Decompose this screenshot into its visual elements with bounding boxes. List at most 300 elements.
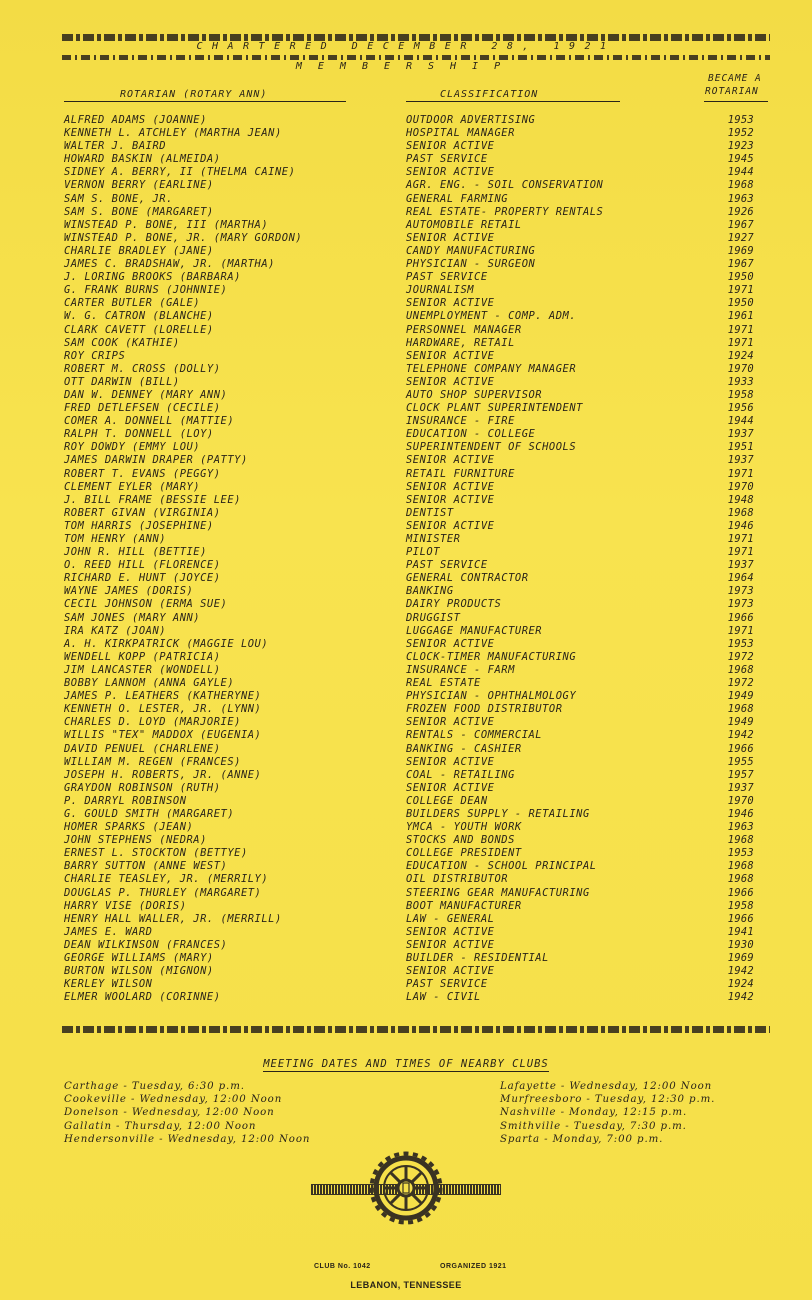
member-name: ELMER WOOLARD (CORINNE) — [64, 991, 221, 1004]
member-classification: DAIRY PRODUCTS — [406, 598, 502, 611]
member-year: 1942 — [727, 729, 754, 742]
member-name: FRED DETLEFSEN (CECILE) — [64, 402, 221, 415]
member-classification: INSURANCE - FIRE — [406, 415, 515, 428]
member-year: 1956 — [727, 402, 754, 415]
member-year: 1966 — [727, 611, 754, 624]
member-name: BURTON WILSON (MIGNON) — [64, 965, 214, 978]
meeting-entry: Nashville - Monday, 12:15 p.m. — [500, 1107, 688, 1119]
rotary-wheel-icon — [368, 1150, 444, 1226]
member-classification: SENIOR ACTIVE — [406, 493, 495, 506]
member-classification: SENIOR ACTIVE — [406, 375, 495, 388]
member-classification: HARDWARE, RETAIL — [406, 336, 515, 349]
member-classification: MINISTER — [406, 533, 461, 545]
member-name: IRA KATZ (JOAN) — [64, 624, 167, 637]
member-classification: TELEPHONE COMPANY MANAGER — [406, 362, 577, 375]
member-classification: SENIOR ACTIVE — [406, 166, 495, 179]
table-row — [0, 324, 812, 337]
member-year: 1926 — [727, 205, 754, 218]
table-row — [0, 664, 812, 677]
table-row — [0, 703, 812, 716]
member-year: 1949 — [727, 690, 754, 703]
header-underline-year — [704, 101, 768, 102]
member-name: G. GOULD SMITH (MARGARET) — [64, 807, 235, 820]
member-classification: SENIOR ACTIVE — [406, 231, 495, 244]
member-classification: AUTO SHOP SUPERVISOR — [406, 388, 543, 401]
member-name: JAMES P. LEATHERS (KATHERYNE) — [64, 690, 262, 703]
member-name: G. FRANK BURNS (JOHNNIE) — [64, 284, 228, 297]
member-name: WENDELL KOPP (PATRICIA) — [64, 650, 221, 663]
meeting-entry: Gallatin - Thursday, 12:00 Noon — [64, 1120, 257, 1132]
member-classification: PAST SERVICE — [406, 271, 488, 284]
member-name: ALFRED ADAMS (JOANNE) — [64, 114, 207, 126]
meeting-entry: Hendersonville - Wednesday, 12:00 Noon — [64, 1133, 311, 1145]
member-name: GRAYDON ROBINSON (RUTH) — [64, 781, 221, 794]
organized-year: ORGANIZED 1921 — [440, 1263, 507, 1270]
member-classification: STEERING GEAR MANUFACTURING — [406, 886, 590, 899]
table-row — [0, 965, 812, 978]
member-name: KENNETH L. ATCHLEY (MARTHA JEAN) — [64, 127, 282, 140]
column-header-rotarian: ROTARIAN (ROTARY ANN) — [120, 89, 268, 100]
column-header-became-line2: ROTARIAN — [705, 86, 759, 97]
member-name: A. H. KIRKPATRICK (MAGGIE LOU) — [64, 637, 269, 650]
member-classification: SENIOR ACTIVE — [406, 140, 495, 153]
rotary-emblem — [311, 1150, 501, 1232]
meeting-entry: Lafayette - Wednesday, 12:00 Noon — [500, 1081, 713, 1092]
member-year: 1953 — [727, 637, 754, 650]
member-year: 1969 — [727, 952, 754, 964]
table-row — [0, 782, 812, 795]
member-year: 1953 — [727, 847, 754, 860]
member-classification: HOSPITAL MANAGER — [406, 127, 515, 140]
member-name: SAM JONES (MARY ANN) — [64, 611, 201, 624]
member-year: 1946 — [727, 807, 754, 820]
member-name: P. DARRYL ROBINSON — [64, 794, 187, 807]
table-row — [0, 952, 812, 965]
member-year: 1953 — [727, 114, 754, 126]
member-year: 1966 — [727, 742, 754, 755]
member-name: KENNETH O. LESTER, JR. (LYNN) — [64, 703, 262, 716]
table-row — [0, 507, 812, 520]
table-row — [0, 638, 812, 651]
table-row — [0, 847, 812, 860]
member-classification: INSURANCE - FARM — [406, 663, 515, 676]
header-underline-rotarian — [64, 101, 346, 102]
member-classification: PERSONNEL MANAGER — [406, 323, 522, 336]
member-year: 1958 — [727, 899, 754, 912]
member-year: 1957 — [727, 768, 754, 781]
member-year: 1923 — [727, 140, 754, 153]
member-year: 1966 — [727, 912, 754, 925]
table-row — [0, 310, 812, 323]
member-year: 1973 — [727, 585, 754, 598]
table-row — [0, 625, 812, 638]
member-classification: PHYSICIAN - SURGEON — [406, 258, 536, 271]
table-row — [0, 415, 812, 428]
member-name: SIDNEY A. BERRY, II (THELMA CAINE) — [64, 166, 296, 179]
member-name: GEORGE WILLIAMS (MARY) — [64, 952, 214, 964]
table-row — [0, 179, 812, 192]
member-name: BARRY SUTTON (ANNE WEST) — [64, 860, 228, 873]
member-year: 1930 — [727, 938, 754, 951]
table-row — [0, 729, 812, 742]
table-row — [0, 900, 812, 913]
meeting-entry: Cookeville - Wednesday, 12:00 Noon — [64, 1094, 283, 1106]
member-classification: SUPERINTENDENT OF SCHOOLS — [406, 441, 577, 454]
table-row — [0, 913, 812, 926]
table-row — [0, 795, 812, 808]
member-year: 1937 — [727, 559, 754, 572]
meeting-entry: Carthage - Tuesday, 6:30 p.m. — [64, 1081, 245, 1092]
member-year: 1946 — [727, 519, 754, 532]
member-classification: PILOT — [406, 546, 441, 559]
table-row — [0, 860, 812, 873]
member-classification: YMCA - YOUTH WORK — [406, 821, 522, 834]
member-year: 1963 — [727, 821, 754, 834]
member-name: CHARLIE BRADLEY (JANE) — [64, 244, 214, 257]
member-classification: PAST SERVICE — [406, 153, 488, 166]
table-row — [0, 834, 812, 847]
meetings-left-column — [64, 1080, 310, 1146]
member-year: 1944 — [727, 415, 754, 428]
member-year: 1968 — [727, 703, 754, 716]
member-classification: OUTDOOR ADVERTISING — [406, 114, 536, 126]
member-name: WALTER J. BAIRD — [64, 140, 167, 153]
table-row — [0, 520, 812, 533]
member-year: 1971 — [727, 336, 754, 349]
club-number: CLUB No. 1042 — [314, 1263, 371, 1270]
member-year: 1937 — [727, 454, 754, 467]
member-classification: DRUGGIST — [406, 611, 461, 624]
member-name: OTT DARWIN (BILL) — [64, 375, 180, 388]
table-row — [0, 756, 812, 769]
member-year: 1969 — [727, 244, 754, 257]
table-row — [0, 350, 812, 363]
member-year: 1933 — [727, 375, 754, 388]
meeting-entry: Sparta - Monday, 7:00 p.m. — [500, 1133, 664, 1145]
table-row — [0, 939, 812, 952]
member-name: JOHN R. HILL (BETTIE) — [64, 546, 207, 559]
table-row — [0, 114, 812, 127]
member-name: J. LORING BROOKS (BARBARA) — [64, 271, 241, 284]
member-classification: EDUCATION - SCHOOL PRINCIPAL — [406, 860, 597, 873]
member-year: 1970 — [727, 362, 754, 375]
table-row — [0, 258, 812, 271]
member-year: 1927 — [727, 231, 754, 244]
member-classification: SENIOR ACTIVE — [406, 480, 495, 493]
member-name: JOHN STEPHENS (NEDRA) — [64, 834, 207, 847]
member-classification: SENIOR ACTIVE — [406, 454, 495, 467]
table-row — [0, 376, 812, 389]
member-name: WAYNE JAMES (DORIS) — [64, 585, 194, 598]
column-header-classification: CLASSIFICATION — [440, 89, 539, 100]
table-row — [0, 677, 812, 690]
member-classification: SENIOR ACTIVE — [406, 925, 495, 938]
member-classification: STOCKS AND BONDS — [406, 834, 515, 847]
member-classification: REAL ESTATE- PROPERTY RENTALS — [406, 205, 604, 218]
member-name: CECIL JOHNSON (ERMA SUE) — [64, 598, 228, 611]
member-classification: COLLEGE DEAN — [406, 794, 488, 807]
member-name: DAN W. DENNEY (MARY ANN) — [64, 388, 228, 401]
chartered-date: CHARTERED DECEMBER 28, 1921 — [196, 41, 616, 52]
table-row — [0, 743, 812, 756]
member-classification: SENIOR ACTIVE — [406, 297, 495, 310]
member-classification: REAL ESTATE — [406, 677, 481, 690]
member-year: 1937 — [727, 428, 754, 441]
table-row — [0, 808, 812, 821]
member-name: SAM COOK (KATHIE) — [64, 336, 180, 349]
member-year: 1963 — [727, 192, 754, 205]
member-name: HARRY VISE (DORIS) — [64, 899, 187, 912]
member-year: 1971 — [727, 624, 754, 637]
member-name: JAMES E. WARD — [64, 925, 153, 938]
mid-dashed-rule — [62, 55, 770, 60]
table-row — [0, 402, 812, 415]
top-dashed-rule — [62, 34, 770, 41]
member-name: TOM HENRY (ANN) — [64, 533, 167, 545]
member-year: 1972 — [727, 650, 754, 663]
member-classification: FROZEN FOOD DISTRIBUTOR — [406, 703, 563, 716]
table-row — [0, 337, 812, 350]
table-row — [0, 166, 812, 179]
table-row — [0, 598, 812, 611]
table-row — [0, 769, 812, 782]
table-row — [0, 389, 812, 402]
member-name: CHARLES D. LOYD (MARJORIE) — [64, 716, 241, 729]
table-row — [0, 716, 812, 729]
member-year: 1968 — [727, 506, 754, 519]
member-name: VERNON BERRY (EARLINE) — [64, 179, 214, 192]
member-year: 1968 — [727, 663, 754, 676]
member-name: JOSEPH H. ROBERTS, JR. (ANNE) — [64, 768, 262, 781]
table-row — [0, 821, 812, 834]
table-row — [0, 441, 812, 454]
member-name: WINSTEAD P. BONE, JR. (MARY GORDON) — [64, 231, 303, 244]
member-year: 1966 — [727, 886, 754, 899]
member-classification: UNEMPLOYMENT - COMP. ADM. — [406, 310, 577, 323]
table-row — [0, 271, 812, 284]
member-year: 1950 — [727, 297, 754, 310]
member-year: 1964 — [727, 572, 754, 585]
club-city: LEBANON, TENNESSEE — [350, 1280, 462, 1290]
member-classification: PHYSICIAN - OPHTHALMOLOGY — [406, 690, 577, 703]
member-year: 1968 — [727, 860, 754, 873]
member-name: JAMES C. BRADSHAW, JR. (MARTHA) — [64, 258, 275, 271]
table-row — [0, 612, 812, 625]
member-year: 1971 — [727, 546, 754, 559]
table-row — [0, 468, 812, 481]
member-year: 1941 — [727, 925, 754, 938]
member-name: ROY CRIPS — [64, 349, 126, 362]
member-year: 1942 — [727, 991, 754, 1004]
member-classification: SENIOR ACTIVE — [406, 716, 495, 729]
member-year: 1944 — [727, 166, 754, 179]
member-name: J. BILL FRAME (BESSIE LEE) — [64, 493, 241, 506]
member-classification: CLOCK PLANT SUPERINTENDENT — [406, 402, 583, 415]
member-name: ROBERT GIVAN (VIRGINIA) — [64, 506, 221, 519]
table-row — [0, 559, 812, 572]
member-year: 1958 — [727, 388, 754, 401]
member-classification: COLLEGE PRESIDENT — [406, 847, 522, 860]
member-name: TOM HARRIS (JOSEPHINE) — [64, 519, 214, 532]
member-name: CARTER BUTLER (GALE) — [64, 297, 201, 310]
member-name: HOWARD BASKIN (ALMEIDA) — [64, 153, 221, 166]
member-classification: JOURNALISM — [406, 284, 475, 297]
member-name: HENRY HALL WALLER, JR. (MERRILL) — [64, 912, 282, 925]
member-classification: BANKING — [406, 585, 454, 598]
member-year: 1967 — [727, 258, 754, 271]
table-row — [0, 651, 812, 664]
member-name: RALPH T. DONNELL (LOY) — [64, 428, 214, 441]
member-name: COMER A. DONNELL (MATTIE) — [64, 415, 235, 428]
member-classification: PAST SERVICE — [406, 978, 488, 991]
member-classification: PAST SERVICE — [406, 559, 488, 572]
member-year: 1968 — [727, 834, 754, 847]
member-year: 1949 — [727, 716, 754, 729]
table-row — [0, 991, 812, 1004]
table-row — [0, 140, 812, 153]
meeting-entry: Smithville - Tuesday, 7:30 p.m. — [500, 1120, 687, 1132]
table-row — [0, 546, 812, 559]
member-name: WILLIS "TEX" MADDOX (EUGENIA) — [64, 729, 262, 742]
table-row — [0, 193, 812, 206]
table-row — [0, 926, 812, 939]
member-name: ROBERT T. EVANS (PEGGY) — [64, 467, 221, 480]
member-name: WILLIAM M. REGEN (FRANCES) — [64, 755, 241, 768]
table-row — [0, 297, 812, 310]
member-year: 1971 — [727, 467, 754, 480]
member-classification: AUTOMOBILE RETAIL — [406, 218, 522, 231]
table-row — [0, 428, 812, 441]
table-row — [0, 219, 812, 232]
table-row — [0, 206, 812, 219]
table-row — [0, 363, 812, 376]
member-year: 1937 — [727, 781, 754, 794]
member-year: 1971 — [727, 284, 754, 297]
member-classification: SENIOR ACTIVE — [406, 938, 495, 951]
member-year: 1952 — [727, 127, 754, 140]
member-name: WINSTEAD P. BONE, III (MARTHA) — [64, 218, 269, 231]
member-classification: SENIOR ACTIVE — [406, 965, 495, 978]
meeting-entry: Donelson - Wednesday, 12:00 Noon — [64, 1107, 275, 1119]
member-classification: EDUCATION - COLLEGE — [406, 428, 536, 441]
member-name: ROY DOWDY (EMMY LOU) — [64, 441, 201, 454]
member-year: 1955 — [727, 755, 754, 768]
table-row — [0, 232, 812, 245]
member-year: 1967 — [727, 218, 754, 231]
member-name: CLARK CAVETT (LORELLE) — [64, 323, 214, 336]
member-classification: RETAIL FURNITURE — [406, 467, 515, 480]
member-classification: SENIOR ACTIVE — [406, 349, 495, 362]
member-name: O. REED HILL (FLORENCE) — [64, 559, 221, 572]
member-year: 1961 — [727, 310, 754, 323]
member-name: DEAN WILKINSON (FRANCES) — [64, 938, 228, 951]
member-classification: CLOCK-TIMER MANUFACTURING — [406, 650, 577, 663]
member-classification: LAW - CIVIL — [406, 991, 481, 1004]
member-name: DOUGLAS P. THURLEY (MARGARET) — [64, 886, 262, 899]
member-classification: OIL DISTRIBUTOR — [406, 873, 509, 886]
member-classification: BANKING - CASHIER — [406, 742, 522, 755]
member-classification: CANDY MANUFACTURING — [406, 244, 536, 257]
meeting-entry: Murfreesboro - Tuesday, 12:30 p.m. — [500, 1094, 716, 1106]
member-classification: LAW - GENERAL — [406, 912, 495, 925]
member-classification: COAL - RETAILING — [406, 768, 515, 781]
table-row — [0, 153, 812, 166]
table-row — [0, 454, 812, 467]
table-row — [0, 690, 812, 703]
member-classification: SENIOR ACTIVE — [406, 755, 495, 768]
member-year: 1968 — [727, 179, 754, 192]
table-row — [0, 494, 812, 507]
member-classification: BOOT MANUFACTURER — [406, 899, 522, 912]
member-year: 1970 — [727, 480, 754, 493]
member-name: KERLEY WILSON — [64, 978, 153, 991]
member-name: SAM S. BONE, JR. — [64, 192, 173, 205]
table-row — [0, 887, 812, 900]
table-row — [0, 572, 812, 585]
member-year: 1971 — [727, 323, 754, 336]
member-name: JAMES DARWIN DRAPER (PATTY) — [64, 454, 248, 467]
table-row — [0, 127, 812, 140]
table-row — [0, 284, 812, 297]
member-year: 1973 — [727, 598, 754, 611]
member-classification: GENERAL FARMING — [406, 192, 509, 205]
member-name: JIM LANCASTER (WONDELL) — [64, 663, 221, 676]
member-name: BOBBY LANNOM (ANNA GAYLE) — [64, 677, 235, 690]
table-row — [0, 533, 812, 546]
member-classification: RENTALS - COMMERCIAL — [406, 729, 543, 742]
member-name: RICHARD E. HUNT (JOYCE) — [64, 572, 221, 585]
member-classification: BUILDER - RESIDENTIAL — [406, 952, 549, 964]
member-year: 1942 — [727, 965, 754, 978]
member-classification: BUILDERS SUPPLY - RETAILING — [406, 807, 590, 820]
member-classification: SENIOR ACTIVE — [406, 637, 495, 650]
meetings-title: MEETING DATES AND TIMES OF NEARBY CLUBS — [263, 1058, 549, 1070]
member-classification: SENIOR ACTIVE — [406, 519, 495, 532]
member-year: 1948 — [727, 493, 754, 506]
member-year: 1951 — [727, 441, 754, 454]
member-classification: DENTIST — [406, 506, 454, 519]
member-name: DAVID PENUEL (CHARLENE) — [64, 742, 221, 755]
table-row — [0, 481, 812, 494]
member-name: ROBERT M. CROSS (DOLLY) — [64, 362, 221, 375]
member-classification: SENIOR ACTIVE — [406, 781, 495, 794]
bottom-dashed-rule — [62, 1026, 770, 1033]
member-year: 1971 — [727, 533, 754, 545]
header-underline-classification — [406, 101, 620, 102]
member-classification: AGR. ENG. - SOIL CONSERVATION — [406, 179, 604, 192]
column-header-became-line1: BECAME A — [708, 73, 762, 84]
member-year: 1970 — [727, 794, 754, 807]
meetings-right-column — [500, 1080, 715, 1146]
member-classification: LUGGAGE MANUFACTURER — [406, 624, 543, 637]
membership-list — [0, 114, 812, 1004]
table-row — [0, 245, 812, 258]
member-year: 1968 — [727, 873, 754, 886]
member-name: SAM S. BONE (MARGARET) — [64, 205, 214, 218]
table-row — [0, 585, 812, 598]
member-name: CHARLIE TEASLEY, JR. (MERRILY) — [64, 873, 269, 886]
member-name: W. G. CATRON (BLANCHE) — [64, 310, 214, 323]
member-name: ERNEST L. STOCKTON (BETTYE) — [64, 847, 248, 860]
table-row — [0, 873, 812, 886]
member-year: 1972 — [727, 677, 754, 690]
member-year: 1924 — [727, 349, 754, 362]
member-year: 1945 — [727, 153, 754, 166]
member-year: 1924 — [727, 978, 754, 991]
member-name: HOMER SPARKS (JEAN) — [64, 821, 194, 834]
member-year: 1950 — [727, 271, 754, 284]
member-classification: GENERAL CONTRACTOR — [406, 572, 529, 585]
